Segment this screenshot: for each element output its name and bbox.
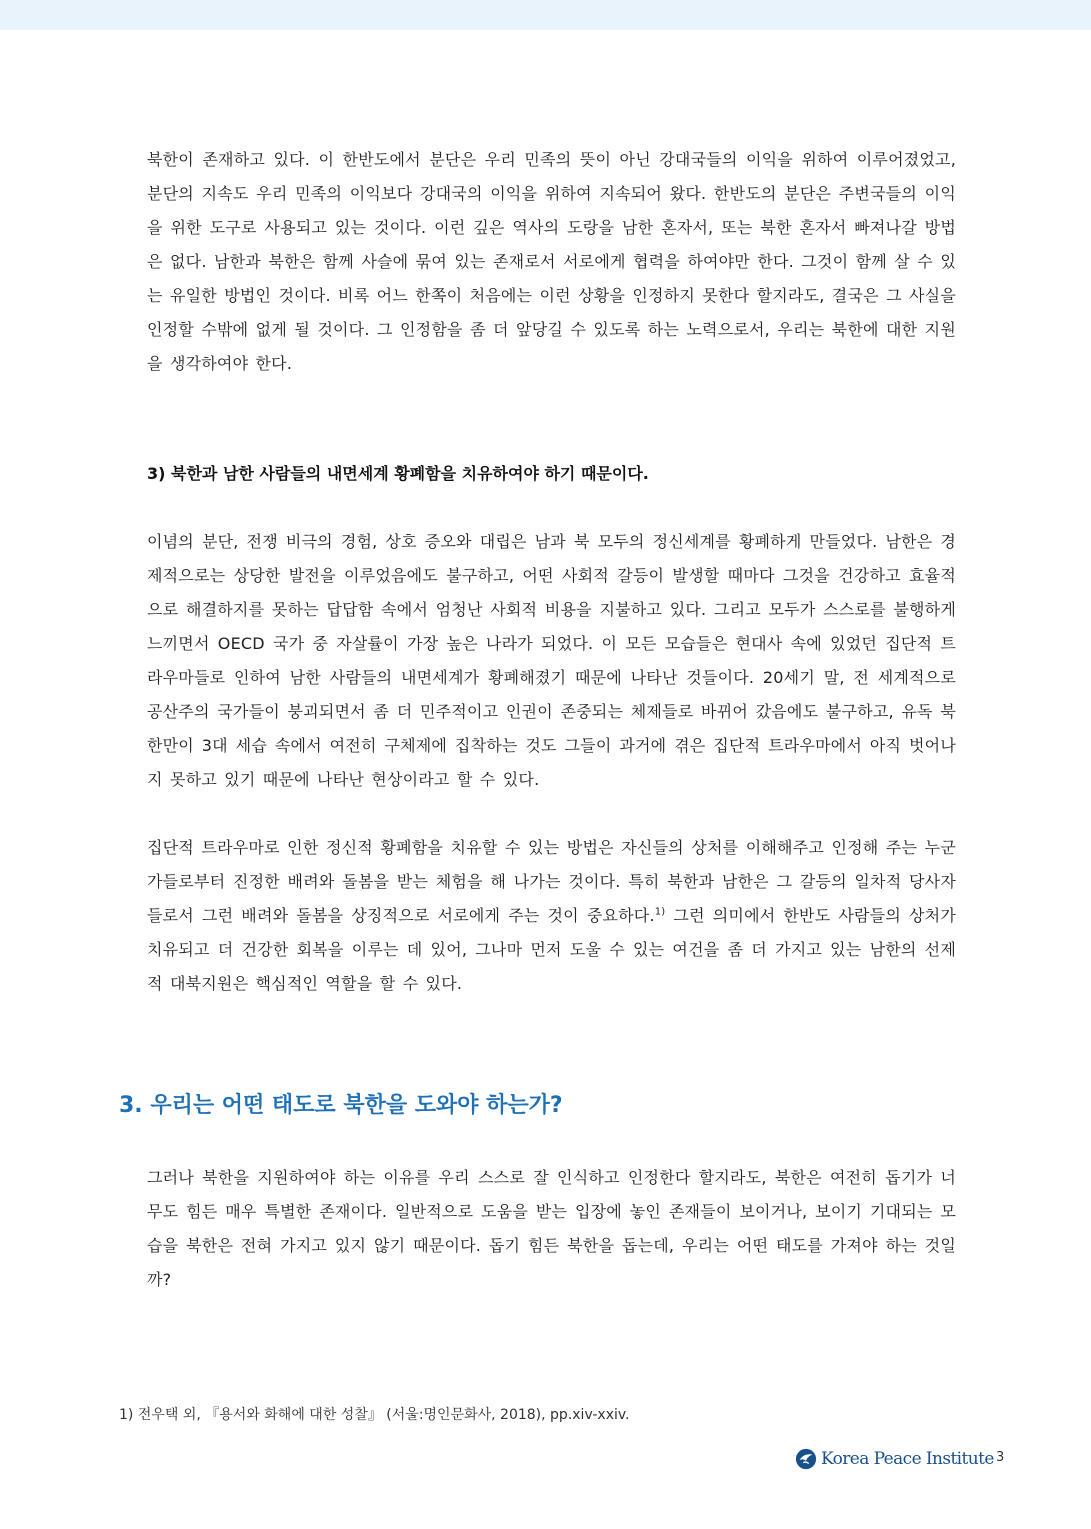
- subheading: 3) 북한과 남한 사람들의 내면세계 황폐함을 치유하여야 하기 때문이다.: [147, 464, 649, 483]
- dove-logo-icon: [795, 1448, 817, 1470]
- paragraph-1: 북한이 존재하고 있다. 이 한반도에서 분단은 우리 민족의 뜻이 아닌 강대국들의 이익을 위하여 이루어졌었고, 분단의 지속도 우리 민족의 이익보다 강대국의 이익을 위하여 지속되어 왔다. 한반도의 분단은 주변국들의 이익을 위한 도구로 사용되고 있는 것이다. 이런 깊은 역사의 도랑을 남한 혼자서, 또는 북한 혼자서 빠져나갈 방법은 없다. 남한과 북한은 함께 사슬에 묶여 있는 존재로서 서로에게 협력을 하여야만 한다. 그것이 함께 살 수 있는 유일한 방법인 것이다. 비록 어느 한쪽이 처음에는 이런 상황을 인정하지 못한다 할지라도, 결국은 그 사실을 인정할 수밖에 없게 될 것이다. 그 인정함을 좀 더 앞당길 수 있도록 하는 노력으로서, 우리는 북한에 대한 지원을 생각하여야 한다.: [147, 150, 956, 373]
- paragraph-3-part-a: 집단적 트라우마로 인한 정신적 황폐함을 치유할 수 있는 방법은 자신들의 상처를 이해해주고 인정해 주는 누군가들로부터 진정한 배려와 돌봄을 받는 체험을 해 나가는 것이다. 특히 북한과 남한은 그 갈등의 일차적 당사자들로서 그런 배려와 돌봄을 상징적으로 서로에게 주는 것이 중요하다.: [147, 838, 956, 925]
- logo: [795, 1447, 994, 1471]
- footnote: 1) 전우택 외, 『용서와 화해에 대한 성찰』 (서울:명인문화사, 2018), pp.xiv-xxiv.: [119, 1407, 630, 1423]
- section-content: [147, 1161, 956, 1297]
- section-title: 3. 우리는 어떤 태도로 북한을 도와야 하는가?: [119, 1093, 563, 1118]
- paragraph-3-part-b: 그런 의미에서 한반도 사람들의 상처가 치유되고 더 건강한 회복을 이루는 데 있어, 그나마 먼저 도울 수 있는 여건을 좀 더 가지고 있는 남한의 선제적 대북지원은 핵심적인 역할을 할 수 있다.: [147, 906, 956, 993]
- main-content: [147, 143, 956, 1001]
- top-band: [0, 0, 1091, 30]
- footnote-reference[interactable]: 1): [654, 906, 666, 918]
- page-number: 3: [996, 1450, 1005, 1465]
- logo-text: Korea Peace Institute: [821, 1449, 994, 1469]
- paragraph-3: [147, 831, 956, 1001]
- paragraph-2: 이념의 분단, 전쟁 비극의 경험, 상호 증오와 대립은 남과 북 모두의 정신세계를 황폐하게 만들었다. 남한은 경제적으로는 상당한 발전을 이루었음에도 불구하고, 어떤 사회적 갈등이 발생할 때마다 그것을 건강하고 효율적으로 해결하지를 못하는 답답함 속에서 엄청난 사회적 비용을 지불하고 있다. 그리고 모두가 스스로를 불행하게 느끼면서 OECD 국가 중 자살률이 가장 높은 나라가 되었다. 이 모든 모습들은 현대사 속에 있었던 집단적 트라우마들로 인하여 남한 사람들의 내면세계가 황폐해졌기 때문에 나타난 것들이다. 20세기 말, 전 세계적으로 공산주의 국가들이 붕괴되면서 좀 더 민주적이고 인권이 존중되는 체제들로 바뀌어 갔음에도 불구하고, 유독 북한만이 3대 세습 속에서 여전히 구체제에 집착하는 것도 그들이 과거에 겪은 집단적 트라우마에서 아직 벗어나지 못하고 있기 때문에 나타난 현상이라고 할 수 있다.: [147, 532, 956, 789]
- paragraph-4: 그러나 북한을 지원하여야 하는 이유를 우리 스스로 잘 인식하고 인정한다 할지라도, 북한은 여전히 돕기가 너무도 힘든 매우 특별한 존재이다. 일반적으로 도움을 받는 입장에 놓인 존재들이 보이거나, 보이기 기대되는 모습을 북한은 전혀 가지고 있지 않기 때문이다. 돕기 힘든 북한을 돕는데, 우리는 어떤 태도를 가져야 하는 것일까?: [147, 1168, 956, 1289]
